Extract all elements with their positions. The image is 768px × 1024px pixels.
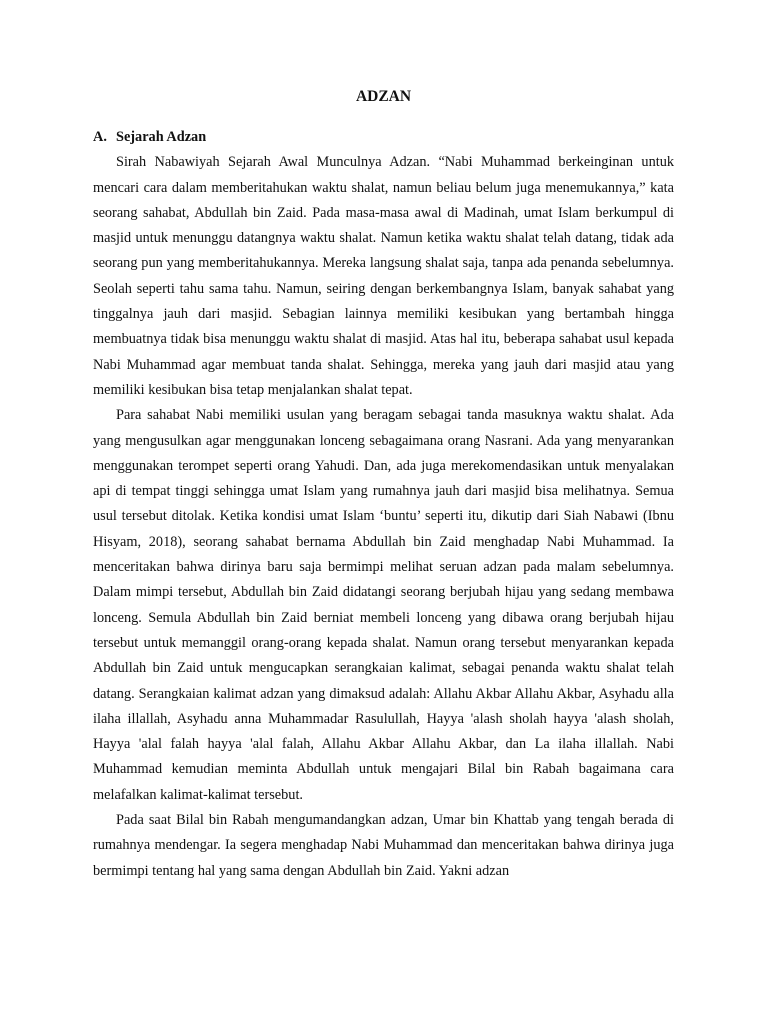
section-heading	[93, 125, 674, 150]
section-heading-text: Sejarah Adzan	[116, 129, 207, 145]
paragraph-2: Para sahabat Nabi memiliki usulan yang beragam sebagai tanda masuknya waktu shalat. Ada yang mengusulkan agar menggunakan lonceng sebagaimana orang Nasrani. Ada yang menyarankan menggunakan terompet seperti orang Yahudi. Dan, ada juga merekomendasikan untuk menyalakan api di tempat tinggi sehingga umat Islam yang rumahnya jauh dari masjid bisa melihatnya. Semua usul tersebut ditolak. Ketika kondisi umat Islam ‘buntu’ seperti itu, dikutip dari Siah Nabawi (Ibnu Hisyam, 2018), seorang sahabat bernama Abdullah bin Zaid menghadap Nabi Muhammad. Ia menceritakan bahwa dirinya baru saja bermimpi melihat seruan adzan pada malam sebelumnya. Dalam mimpi tersebut, Abdullah bin Zaid didatangi seorang berjubah hijau yang sedang membawa lonceng. Semula Abdullah bin Zaid berniat membeli lonceng yang dibawa orang berjubah hijau tersebut untuk memanggil orang-orang kepada shalat. Namun orang tersebut menyarankan kepada Abdullah bin Zaid untuk mengucapkan serangkaian kalimat, sebagai penanda waktu shalat telah datang. Serangkaian kalimat adzan yang dimaksud adalah: Allahu Akbar Allahu Akbar, Asyhadu alla ilaha illallah, Asyhadu anna Muhammadar Rasulullah, Hayya 'alash sholah hayya 'alash sholah, Hayya 'alal falah hayya 'alal falah, Allahu Akbar Allahu Akbar, dan La ilaha illallah. Nabi Muhammad kemudian meminta Abdullah untuk mengajari Bilal bin Rabah bagaimana cara melafalkan kalimat-kalimat tersebut.	[93, 407, 674, 803]
section-number: A.	[93, 129, 107, 145]
paragraph-3: Pada saat Bilal bin Rabah mengumandangkan adzan, Umar bin Khattab yang tengah berada di rumahnya mendengar. Ia segera menghadap Nabi Muhammad dan menceritakan bahwa dirinya juga bermimpi tentang hal yang sama dengan Abdullah bin Zaid. Yakni adzan	[93, 812, 674, 879]
document-title: ADZAN	[355, 88, 412, 105]
paragraph-1: Sirah Nabawiyah Sejarah Awal Munculnya Adzan. “Nabi Muhammad berkeinginan untuk mencari cara dalam memberitahukan waktu shalat, namun beliau belum juga menemukannya,” kata seorang sahabat, Abdullah bin Zaid. Pada masa-masa awal di Madinah, umat Islam berkumpul di masjid untuk menunggu datangnya waktu shalat. Namun ketika waktu shalat telah datang, tidak ada seorang pun yang memberitahukannya. Mereka langsung shalat saja, tanpa ada penanda sebelumnya. Seolah seperti tahu sama tahu. Namun, seiring dengan berkembangnya Islam, banyak sahabat yang tinggalnya jauh dari masjid. Sebagian lainnya memiliki kesibukan yang bertambah hingga membuatnya tidak bisa menunggu waktu shalat di masjid. Atas hal itu, beberapa sahabat usul kepada Nabi Muhammad agar membuat tanda shalat. Sehingga, mereka yang jauh dari masjid atau yang memiliki kesibukan bisa tetap menjalankan shalat tepat.	[93, 154, 674, 398]
document-body	[93, 86, 674, 884]
